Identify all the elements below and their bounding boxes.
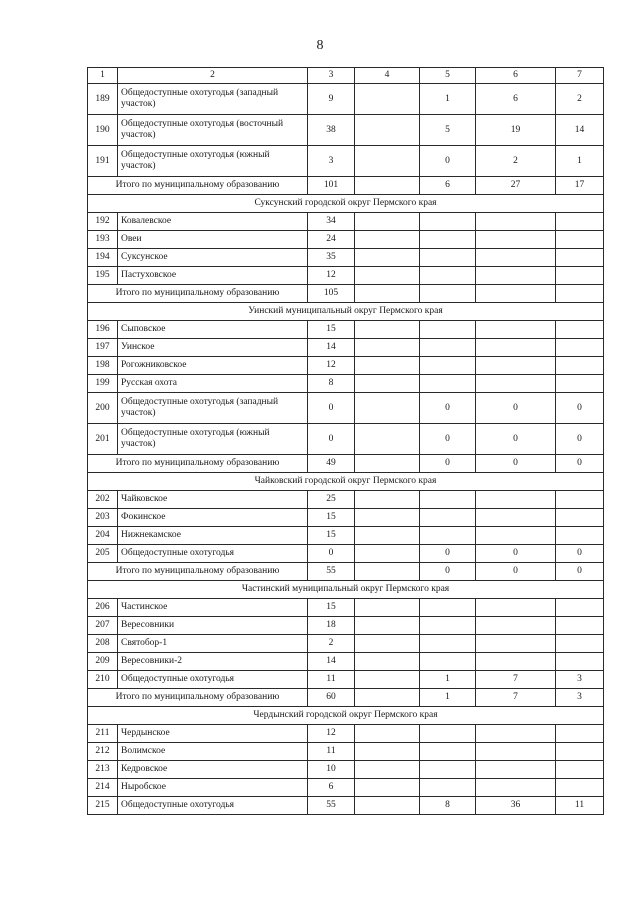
value-col-3: 2: [308, 635, 355, 653]
value-col-5: [420, 375, 476, 393]
row-number: 214: [88, 779, 118, 797]
value-col-6: 2: [476, 146, 556, 177]
value-col-7: [556, 599, 604, 617]
value-col-7: [556, 491, 604, 509]
value-col-6: 0: [476, 424, 556, 455]
value-col-4: [355, 743, 420, 761]
table-row: [88, 797, 604, 815]
value-col-6: [476, 321, 556, 339]
row-number: 200: [88, 393, 118, 424]
value-col-5: [420, 509, 476, 527]
hunting-ground-name: Пастуховское: [118, 267, 308, 285]
section-header-row: [88, 195, 604, 213]
value-col-7: [556, 617, 604, 635]
value-col-6: 7: [476, 671, 556, 689]
row-number: 210: [88, 671, 118, 689]
value-col-5: 0: [420, 545, 476, 563]
value-col-7: [556, 321, 604, 339]
value-col-4: [355, 146, 420, 177]
value-col-7: 2: [556, 84, 604, 115]
hunting-ground-name: Общедоступные охотугодья (западный участок): [118, 393, 308, 424]
section-header-row: [88, 473, 604, 491]
value-col-6: 0: [476, 393, 556, 424]
table-row: [88, 84, 604, 115]
value-col-3: 24: [308, 231, 355, 249]
column-header: 7: [556, 68, 604, 84]
value-col-4: [355, 617, 420, 635]
value-col-6: [476, 617, 556, 635]
value-col-5: [420, 761, 476, 779]
total-col-5: 1: [420, 689, 476, 707]
value-col-3: 0: [308, 424, 355, 455]
row-number: 212: [88, 743, 118, 761]
value-col-4: [355, 375, 420, 393]
value-col-3: 55: [308, 797, 355, 815]
value-col-7: [556, 375, 604, 393]
total-col-3: 55: [308, 563, 355, 581]
value-col-6: [476, 635, 556, 653]
hunting-ground-name: Вересовники-2: [118, 653, 308, 671]
value-col-5: [420, 213, 476, 231]
table-row: [88, 599, 604, 617]
total-col-7: [556, 285, 604, 303]
total-label: Итого по муниципальному образованию: [88, 455, 308, 473]
total-col-3: 60: [308, 689, 355, 707]
value-col-5: [420, 339, 476, 357]
value-col-5: [420, 267, 476, 285]
row-number: 196: [88, 321, 118, 339]
table-row: [88, 339, 604, 357]
section-title: Суксунский городской округ Пермского края: [88, 195, 604, 213]
column-header: 2: [118, 68, 308, 84]
value-col-4: [355, 115, 420, 146]
value-col-6: 0: [476, 545, 556, 563]
hunting-ground-name: Чердынское: [118, 725, 308, 743]
column-header: 3: [308, 68, 355, 84]
value-col-7: [556, 761, 604, 779]
value-col-6: [476, 231, 556, 249]
row-number: 211: [88, 725, 118, 743]
value-col-4: [355, 671, 420, 689]
section-title: Чердынский городской округ Пермского края: [88, 707, 604, 725]
value-col-3: 15: [308, 527, 355, 545]
row-number: 190: [88, 115, 118, 146]
total-col-6: 0: [476, 455, 556, 473]
value-col-7: 11: [556, 797, 604, 815]
value-col-6: [476, 527, 556, 545]
total-row: [88, 689, 604, 707]
value-col-6: 6: [476, 84, 556, 115]
row-number: 207: [88, 617, 118, 635]
value-col-4: [355, 213, 420, 231]
row-number: 189: [88, 84, 118, 115]
row-number: 215: [88, 797, 118, 815]
total-col-4: [355, 285, 420, 303]
hunting-ground-name: Кедровское: [118, 761, 308, 779]
total-col-5: [420, 285, 476, 303]
table-row: [88, 545, 604, 563]
row-number: 206: [88, 599, 118, 617]
total-col-4: [355, 689, 420, 707]
table-row: [88, 725, 604, 743]
total-col-7: 0: [556, 455, 604, 473]
row-number: 193: [88, 231, 118, 249]
value-col-5: [420, 527, 476, 545]
table-row: [88, 509, 604, 527]
hunting-ground-name: Ковалевское: [118, 213, 308, 231]
hunting-ground-name: Частинское: [118, 599, 308, 617]
row-number: 209: [88, 653, 118, 671]
table-row: [88, 213, 604, 231]
value-col-7: 0: [556, 545, 604, 563]
value-col-4: [355, 231, 420, 249]
total-row: [88, 563, 604, 581]
table-row: [88, 357, 604, 375]
value-col-6: [476, 599, 556, 617]
total-col-7: 3: [556, 689, 604, 707]
value-col-6: 36: [476, 797, 556, 815]
value-col-6: [476, 725, 556, 743]
value-col-7: [556, 779, 604, 797]
value-col-5: [420, 725, 476, 743]
value-col-3: 15: [308, 599, 355, 617]
value-col-3: 3: [308, 146, 355, 177]
table-row: [88, 653, 604, 671]
table-row: [88, 231, 604, 249]
value-col-5: [420, 249, 476, 267]
value-col-7: [556, 339, 604, 357]
row-number: 205: [88, 545, 118, 563]
row-number: 204: [88, 527, 118, 545]
row-number: 201: [88, 424, 118, 455]
value-col-3: 8: [308, 375, 355, 393]
value-col-4: [355, 357, 420, 375]
table-row: [88, 671, 604, 689]
value-col-5: [420, 321, 476, 339]
total-label: Итого по муниципальному образованию: [88, 177, 308, 195]
row-number: 198: [88, 357, 118, 375]
value-col-5: 0: [420, 393, 476, 424]
value-col-3: 10: [308, 761, 355, 779]
value-col-7: [556, 231, 604, 249]
total-label: Итого по муниципальному образованию: [88, 563, 308, 581]
value-col-7: 1: [556, 146, 604, 177]
table-row: [88, 267, 604, 285]
hunting-grounds-table: [87, 67, 604, 815]
hunting-ground-name: Ныробское: [118, 779, 308, 797]
value-col-6: [476, 357, 556, 375]
value-col-5: 1: [420, 671, 476, 689]
row-number: 213: [88, 761, 118, 779]
value-col-6: [476, 743, 556, 761]
table-row: [88, 527, 604, 545]
value-col-4: [355, 653, 420, 671]
section-title: Частинский муниципальный округ Пермского края: [88, 581, 604, 599]
value-col-3: 11: [308, 743, 355, 761]
value-col-3: 38: [308, 115, 355, 146]
total-col-5: 0: [420, 455, 476, 473]
value-col-7: [556, 357, 604, 375]
value-col-3: 0: [308, 545, 355, 563]
table-row: [88, 635, 604, 653]
value-col-6: [476, 491, 556, 509]
table-row: [88, 424, 604, 455]
table-row: [88, 321, 604, 339]
total-col-4: [355, 563, 420, 581]
value-col-4: [355, 339, 420, 357]
value-col-7: [556, 743, 604, 761]
value-col-5: [420, 653, 476, 671]
row-number: 208: [88, 635, 118, 653]
hunting-ground-name: Общедоступные охотугодья (восточный участок): [118, 115, 308, 146]
hunting-ground-name: Вересовники: [118, 617, 308, 635]
column-header: 1: [88, 68, 118, 84]
total-col-6: 7: [476, 689, 556, 707]
table-row: [88, 146, 604, 177]
value-col-5: 0: [420, 146, 476, 177]
section-header-row: [88, 303, 604, 321]
value-col-3: 12: [308, 357, 355, 375]
hunting-ground-name: Овеи: [118, 231, 308, 249]
hunting-ground-name: Сыповское: [118, 321, 308, 339]
value-col-7: 14: [556, 115, 604, 146]
value-col-5: [420, 231, 476, 249]
value-col-5: [420, 599, 476, 617]
value-col-5: [420, 635, 476, 653]
value-col-5: 1: [420, 84, 476, 115]
column-header: 5: [420, 68, 476, 84]
value-col-5: [420, 779, 476, 797]
section-title: Уинский муниципальный округ Пермского края: [88, 303, 604, 321]
value-col-5: 5: [420, 115, 476, 146]
value-col-4: [355, 599, 420, 617]
total-col-5: 0: [420, 563, 476, 581]
value-col-3: 34: [308, 213, 355, 231]
total-col-7: 17: [556, 177, 604, 195]
hunting-ground-name: Русская охота: [118, 375, 308, 393]
hunting-ground-name: Уинское: [118, 339, 308, 357]
table-body: [88, 68, 604, 815]
row-number: 199: [88, 375, 118, 393]
value-col-6: [476, 213, 556, 231]
value-col-7: [556, 527, 604, 545]
value-col-3: 18: [308, 617, 355, 635]
total-col-6: 27: [476, 177, 556, 195]
value-col-4: [355, 797, 420, 815]
value-col-7: 3: [556, 671, 604, 689]
value-col-5: 8: [420, 797, 476, 815]
value-col-4: [355, 527, 420, 545]
value-col-4: [355, 84, 420, 115]
section-header-row: [88, 581, 604, 599]
hunting-ground-name: Общедоступные охотугодья (южный участок): [118, 424, 308, 455]
value-col-4: [355, 267, 420, 285]
total-col-4: [355, 455, 420, 473]
table-row: [88, 249, 604, 267]
table-row: [88, 491, 604, 509]
value-col-6: 19: [476, 115, 556, 146]
value-col-5: [420, 743, 476, 761]
table-row: [88, 115, 604, 146]
table-row: [88, 779, 604, 797]
value-col-4: [355, 424, 420, 455]
value-col-3: 35: [308, 249, 355, 267]
value-col-7: [556, 653, 604, 671]
hunting-ground-name: Общедоступные охотугодья: [118, 545, 308, 563]
value-col-7: [556, 213, 604, 231]
section-header-row: [88, 707, 604, 725]
hunting-ground-name: Святобор-1: [118, 635, 308, 653]
table-row: [88, 743, 604, 761]
column-header: 6: [476, 68, 556, 84]
value-col-3: 6: [308, 779, 355, 797]
total-col-6: [476, 285, 556, 303]
value-col-3: 12: [308, 725, 355, 743]
value-col-3: 12: [308, 267, 355, 285]
value-col-3: 14: [308, 653, 355, 671]
value-col-5: 0: [420, 424, 476, 455]
total-row: [88, 455, 604, 473]
value-col-6: [476, 761, 556, 779]
value-col-6: [476, 509, 556, 527]
value-col-4: [355, 725, 420, 743]
value-col-4: [355, 635, 420, 653]
row-number: 203: [88, 509, 118, 527]
page-number: 8: [316, 38, 324, 53]
section-title: Чайковский городской округ Пермского края: [88, 473, 604, 491]
value-col-7: [556, 267, 604, 285]
total-col-5: 6: [420, 177, 476, 195]
table-row: [88, 375, 604, 393]
value-col-6: [476, 653, 556, 671]
value-col-6: [476, 779, 556, 797]
table-row: [88, 617, 604, 635]
value-col-5: [420, 491, 476, 509]
value-col-4: [355, 509, 420, 527]
hunting-ground-name: Общедоступные охотугодья: [118, 671, 308, 689]
value-col-4: [355, 545, 420, 563]
hunting-ground-name: Общедоступные охотугодья (южный участок): [118, 146, 308, 177]
total-label: Итого по муниципальному образованию: [88, 689, 308, 707]
table-row: [88, 761, 604, 779]
value-col-4: [355, 779, 420, 797]
value-col-3: 0: [308, 393, 355, 424]
value-col-4: [355, 761, 420, 779]
total-col-6: 0: [476, 563, 556, 581]
value-col-3: 11: [308, 671, 355, 689]
row-number: 192: [88, 213, 118, 231]
value-col-4: [355, 249, 420, 267]
hunting-ground-name: Чайковское: [118, 491, 308, 509]
table-row: [88, 393, 604, 424]
row-number: 202: [88, 491, 118, 509]
total-row: [88, 177, 604, 195]
value-col-7: [556, 249, 604, 267]
value-col-3: 25: [308, 491, 355, 509]
value-col-4: [355, 321, 420, 339]
value-col-7: [556, 725, 604, 743]
total-col-3: 101: [308, 177, 355, 195]
hunting-ground-name: Общедоступные охотугодья: [118, 797, 308, 815]
value-col-7: [556, 635, 604, 653]
column-number-row: [88, 68, 604, 84]
total-label: Итого по муниципальному образованию: [88, 285, 308, 303]
value-col-6: [476, 267, 556, 285]
row-number: 195: [88, 267, 118, 285]
value-col-6: [476, 249, 556, 267]
value-col-6: [476, 375, 556, 393]
row-number: 191: [88, 146, 118, 177]
column-header: 4: [355, 68, 420, 84]
value-col-7: 0: [556, 393, 604, 424]
value-col-3: 9: [308, 84, 355, 115]
total-col-7: 0: [556, 563, 604, 581]
value-col-6: [476, 339, 556, 357]
value-col-7: 0: [556, 424, 604, 455]
value-col-4: [355, 393, 420, 424]
total-col-4: [355, 177, 420, 195]
row-number: 197: [88, 339, 118, 357]
total-row: [88, 285, 604, 303]
row-number: 194: [88, 249, 118, 267]
hunting-ground-name: Рогожниковское: [118, 357, 308, 375]
value-col-5: [420, 357, 476, 375]
value-col-4: [355, 491, 420, 509]
hunting-ground-name: Общедоступные охотугодья (западный участок): [118, 84, 308, 115]
hunting-ground-name: Нижнекамское: [118, 527, 308, 545]
total-col-3: 105: [308, 285, 355, 303]
hunting-ground-name: Суксунское: [118, 249, 308, 267]
value-col-3: 14: [308, 339, 355, 357]
value-col-7: [556, 509, 604, 527]
hunting-ground-name: Фокинское: [118, 509, 308, 527]
hunting-ground-name: Волимское: [118, 743, 308, 761]
value-col-3: 15: [308, 321, 355, 339]
value-col-5: [420, 617, 476, 635]
total-col-3: 49: [308, 455, 355, 473]
value-col-3: 15: [308, 509, 355, 527]
